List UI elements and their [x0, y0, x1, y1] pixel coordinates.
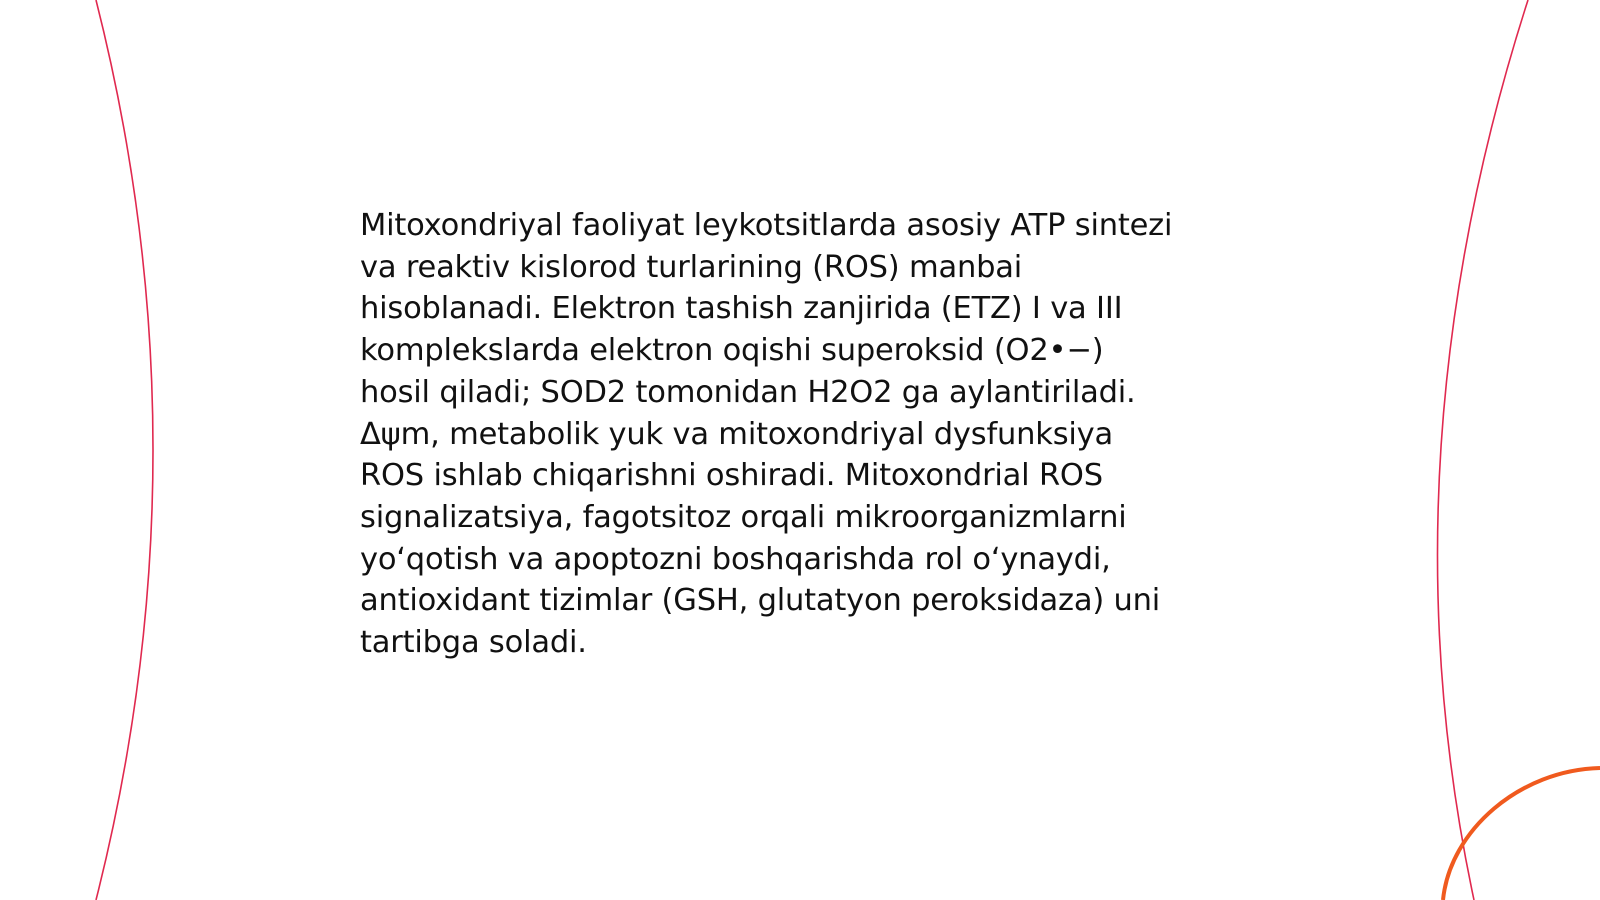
left-arc [96, 0, 153, 900]
body-paragraph: Mitoxondriyal faoliyat leykotsitlarda asosiy ATP sintezi va reaktiv kislorod turlarining (ROS) manbai hisoblanadi. Elektron tashish zanjirida (ETZ) I va III komplekslarda elektron oqishi superoksid (O2•−) hosil qiladi; SOD2 tomonidan H2O2 ga aylantiriladi. Δψm, metabolik yuk va mitoxondriyal dysfunksiya ROS ishlab chiqarishni oshiradi. Mitoxondrial ROS signalizatsiya, fagotsitoz orqali mikroorganizmlarni yoʻqotish va apoptozni boshqarishda rol oʻynaydi, antioxidant tizimlar (GSH, glutatyon peroksidaza) uni tartibga soladi. [360, 208, 1173, 661]
corner-arc [1443, 768, 1600, 900]
right-arc [1437, 0, 1528, 900]
